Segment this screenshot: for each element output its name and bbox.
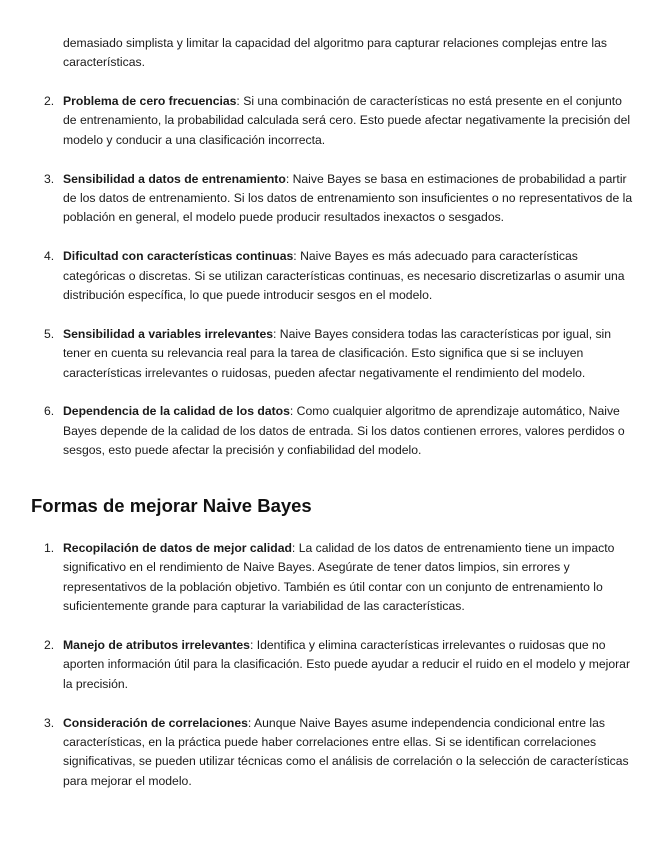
item-text: : Como cualquier algoritmo de aprendizaje automático, Naive Bayes depende de la calidad de los datos de entrada. Si los datos contienen errores, valores perdidos o sesgos, esto puede afectar la precisión y confiabilidad del modelo. — [63, 404, 625, 458]
item-text: : Aunque Naive Bayes asume independencia condicional entre las características, en la práctica puede haber correlaciones entre ellas. Si se identifican correlaciones significativas, se pueden utilizar técnicas como el análisis de correlación o la selección de características para mejorar el modelo. — [63, 715, 629, 788]
item-title: Dificultad con características continuas — [63, 249, 294, 264]
list-item — [0, 714, 633, 792]
item-title: Dependencia de la calidad de los datos — [63, 404, 290, 419]
item-title: Sensibilidad a variables irrelevantes — [63, 326, 274, 341]
list-number: 3. — [44, 715, 55, 730]
list-number: 1. — [44, 541, 55, 555]
list-item — [0, 402, 633, 460]
item-text: : Identifica y elimina características irrelevantes o ruidosas que no aporten información útil para la clasificación. Esto puede ayudar a reducir el ruido en el modelo y mejorar la precisión. — [63, 638, 631, 691]
list-item — [0, 325, 633, 383]
list-number: 2. — [44, 638, 55, 653]
list-item — [0, 636, 633, 694]
list-number: 5. — [44, 326, 55, 341]
item-title: Manejo de atributos irrelevantes — [63, 638, 250, 653]
list-item — [0, 539, 633, 617]
list-item — [0, 92, 633, 150]
item-text: : Naive Bayes considera todas las características por igual, sin tener en cuenta su relevancia real para la tarea de clasificación. Esto significa que si se incluyen características irrelevantes o ruidosas, pueden afectar negativamente el rendimiento del modelo. — [63, 326, 612, 380]
item-text: : Si una combinación de características no está presente en el conjunto de entrenamiento, la probabilidad calculada será cero. Esto puede afectar negativamente la precisión del modelo y conducir a una clasificación incorrecta. — [63, 94, 631, 147]
item-title: Problema de cero frecuencias — [63, 94, 237, 108]
item-title: Recopilación de datos de mejor calidad — [63, 541, 292, 555]
section-heading: Formas de mejorar Naive Bayes — [31, 495, 312, 516]
list-number: 4. — [44, 249, 55, 264]
list-number: 3. — [44, 171, 55, 186]
list-number: 2. — [44, 94, 55, 108]
item-title: Consideración de correlaciones — [63, 715, 248, 730]
list-item — [0, 247, 633, 305]
improvements-list — [0, 539, 655, 811]
disadvantages-list — [0, 92, 655, 480]
item-title: Sensibilidad a datos de entrenamiento — [63, 171, 286, 186]
intro-continuation: demasiado simplista y limitar la capacidad del algoritmo para capturar relaciones complejas entre las características. — [63, 36, 607, 70]
item-text: : La calidad de los datos de entrenamiento tiene un impacto significativo en el rendimiento de Naive Bayes. Asegúrate de tener datos limpios, sin errores y representativos de la población objetivo. También es útil contar con un conjunto de entrenamiento lo suficientemente grande para capturar la variabilidad de las características. — [63, 541, 615, 614]
item-text: : Naive Bayes se basa en estimaciones de probabilidad a partir de los datos de entrenamiento. Si los datos de entrenamiento son insuficientes o no representativos de la población en general, el modelo puede producir resultados inexactos o sesgados. — [63, 171, 633, 225]
list-item — [0, 170, 633, 228]
item-text: : Naive Bayes es más adecuado para características categóricas o discretas. Si se utilizan características continuas, es necesario discretizarlas o asumir una distribución específica, lo que puede introducir sesgos en el modelo. — [63, 249, 625, 303]
list-number: 6. — [44, 404, 55, 419]
